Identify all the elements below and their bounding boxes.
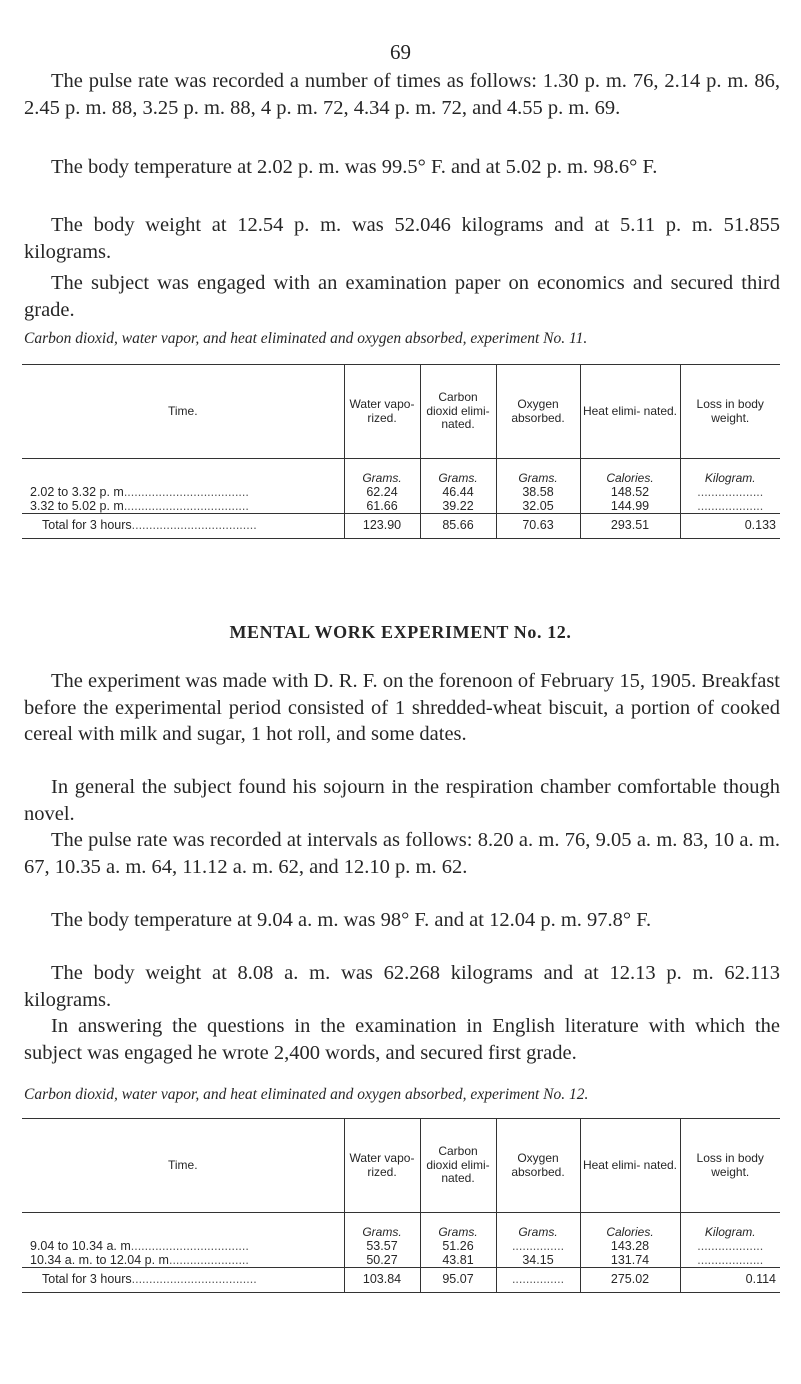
total-carbon: 85.66 [420,514,496,539]
unit-time [22,1213,344,1240]
unit-oxygen: Grams. [496,459,580,486]
table-caption-experiment-12: Carbon dioxid, water vapor, and heat eliminated and oxygen absorbed, experiment No. 12. [24,1086,589,1103]
unit-time [22,459,344,486]
cell-water: 53.57 [344,1239,420,1253]
cell-carbon: 46.44 [420,485,496,499]
unit-carbon: Grams. [420,459,496,486]
table-row [22,1253,780,1268]
cell-oxygen: 32.05 [496,499,580,514]
cell-heat: 131.74 [580,1253,680,1268]
paragraph-experiment-intro: The experiment was made with D. R. F. on the forenoon of February 15, 1905. Breakfast before the experimental period consisted of 1 shredded-wheat biscuit, a portion of cooked cereal with milk and sugar, 1 hot roll, and some dates. [24,670,780,746]
paragraph-chamber: In general the subject found his sojourn in the respiration chamber comfortable though novel. [24,776,780,825]
total-water: 103.84 [344,1268,420,1293]
data-table-experiment-12 [22,1118,780,1293]
header-carbon: Carbon dioxid elimi- nated. [420,1119,496,1213]
cell-carbon: 39.22 [420,499,496,514]
total-carbon: 95.07 [420,1268,496,1293]
table-total-row [22,1268,780,1293]
total-loss: 0.133 [680,514,780,539]
total-heat: 275.02 [580,1268,680,1293]
table-header-row [22,1119,780,1213]
paragraph-english-literature: In answering the questions in the examination in English literature with which the subject was engaged he wrote 2,400 words, and secured first grade. [24,1015,780,1064]
leader-dots: .................................... [131,1272,257,1286]
header-carbon: Carbon dioxid elimi- nated. [420,365,496,459]
cell-heat: 144.99 [580,499,680,514]
header-water: Water vapo- rized. [344,365,420,459]
cell-heat: 143.28 [580,1239,680,1253]
header-water: Water vapo- rized. [344,1119,420,1213]
cell-loss: ................... [680,485,780,499]
header-oxygen: Oxygen absorbed. [496,1119,580,1213]
cell-loss: ................... [680,1239,780,1253]
table-row [22,485,780,499]
paragraph-pulse-rate-12: The pulse rate was recorded at intervals as follows: 8.20 a. m. 76, 9.05 a. m. 83, 10 a. m. 67, 10.35 a. m. 64, 11.12 a. m. 62, and 12.10 p. m. 62. [24,829,780,878]
total-water: 123.90 [344,514,420,539]
cell-loss: ................... [680,499,780,514]
cell-oxygen: 34.15 [496,1253,580,1268]
leader-dots: .................................... [131,518,257,532]
row-time: 2.02 to 3.32 p. m [30,485,124,499]
header-loss: Loss in body weight. [680,1119,780,1213]
paragraph-examination: The subject was engaged with an examination paper on economics and secured third grade. [24,272,780,321]
unit-oxygen: Grams. [496,1213,580,1240]
cell-water: 62.24 [344,485,420,499]
paragraph-body-weight: The body weight at 12.54 p. m. was 52.046 kilograms and at 5.11 p. m. 51.855 kilograms. [24,214,780,263]
header-time: Time. [22,1119,344,1213]
total-oxygen: ............... [496,1268,580,1293]
page-number: 69 [390,40,411,64]
paragraph-pulse-rate: The pulse rate was recorded a number of times as follows: 1.30 p. m. 76, 2.14 p. m. 86, 2.45 p. m. 88, 3.25 p. m. 88, 4 p. m. 72, 4.34 p. m. 72, and 4.55 p. m. 69. [24,70,780,119]
paragraph-body-temperature-12: The body temperature at 9.04 a. m. was 98° F. and at 12.04 p. m. 97.8° F. [51,909,652,931]
table-caption-experiment-11: Carbon dioxid, water vapor, and heat eliminated and oxygen absorbed, experiment No. 11. [24,330,588,347]
cell-carbon: 51.26 [420,1239,496,1253]
table-header-row [22,365,780,459]
table-row [22,1239,780,1253]
row-time: 10.34 a. m. to 12.04 p. m [30,1253,169,1267]
leader-dots: .................................... [123,499,249,513]
unit-heat: Calories. [580,459,680,486]
cell-oxygen: 38.58 [496,485,580,499]
table-row [22,499,780,514]
cell-water: 50.27 [344,1253,420,1268]
cell-loss: ................... [680,1253,780,1268]
leader-dots: ....................... [168,1253,249,1267]
leader-dots: .................................... [123,485,249,499]
header-oxygen: Oxygen absorbed. [496,365,580,459]
data-table-experiment-11 [22,364,780,539]
total-label: Total for 3 hours [42,518,132,532]
header-time: Time. [22,365,344,459]
section-heading: MENTAL WORK EXPERIMENT No. 12. [229,622,572,642]
unit-loss: Kilogram. [680,1213,780,1240]
units-row [22,1213,780,1240]
cell-oxygen: ............... [496,1239,580,1253]
unit-heat: Calories. [580,1213,680,1240]
leader-dots: .................................. [130,1239,249,1253]
total-oxygen: 70.63 [496,514,580,539]
total-loss: 0.114 [680,1268,780,1293]
cell-carbon: 43.81 [420,1253,496,1268]
paragraph-body-temperature: The body temperature at 2.02 p. m. was 99.5° F. and at 5.02 p. m. 98.6° F. [51,156,658,178]
paragraph-body-weight-12: The body weight at 8.08 a. m. was 62.268 kilograms and at 12.13 p. m. 62.113 kilograms. [24,962,780,1011]
header-heat: Heat elimi- nated. [580,365,680,459]
unit-loss: Kilogram. [680,459,780,486]
table-total-row [22,514,780,539]
cell-heat: 148.52 [580,485,680,499]
row-time: 3.32 to 5.02 p. m [30,499,124,513]
row-time: 9.04 to 10.34 a. m [30,1239,131,1253]
header-heat: Heat elimi- nated. [580,1119,680,1213]
header-loss: Loss in body weight. [680,365,780,459]
cell-water: 61.66 [344,499,420,514]
total-label: Total for 3 hours [42,1272,132,1286]
unit-water: Grams. [344,459,420,486]
total-heat: 293.51 [580,514,680,539]
unit-water: Grams. [344,1213,420,1240]
unit-carbon: Grams. [420,1213,496,1240]
units-row [22,459,780,486]
